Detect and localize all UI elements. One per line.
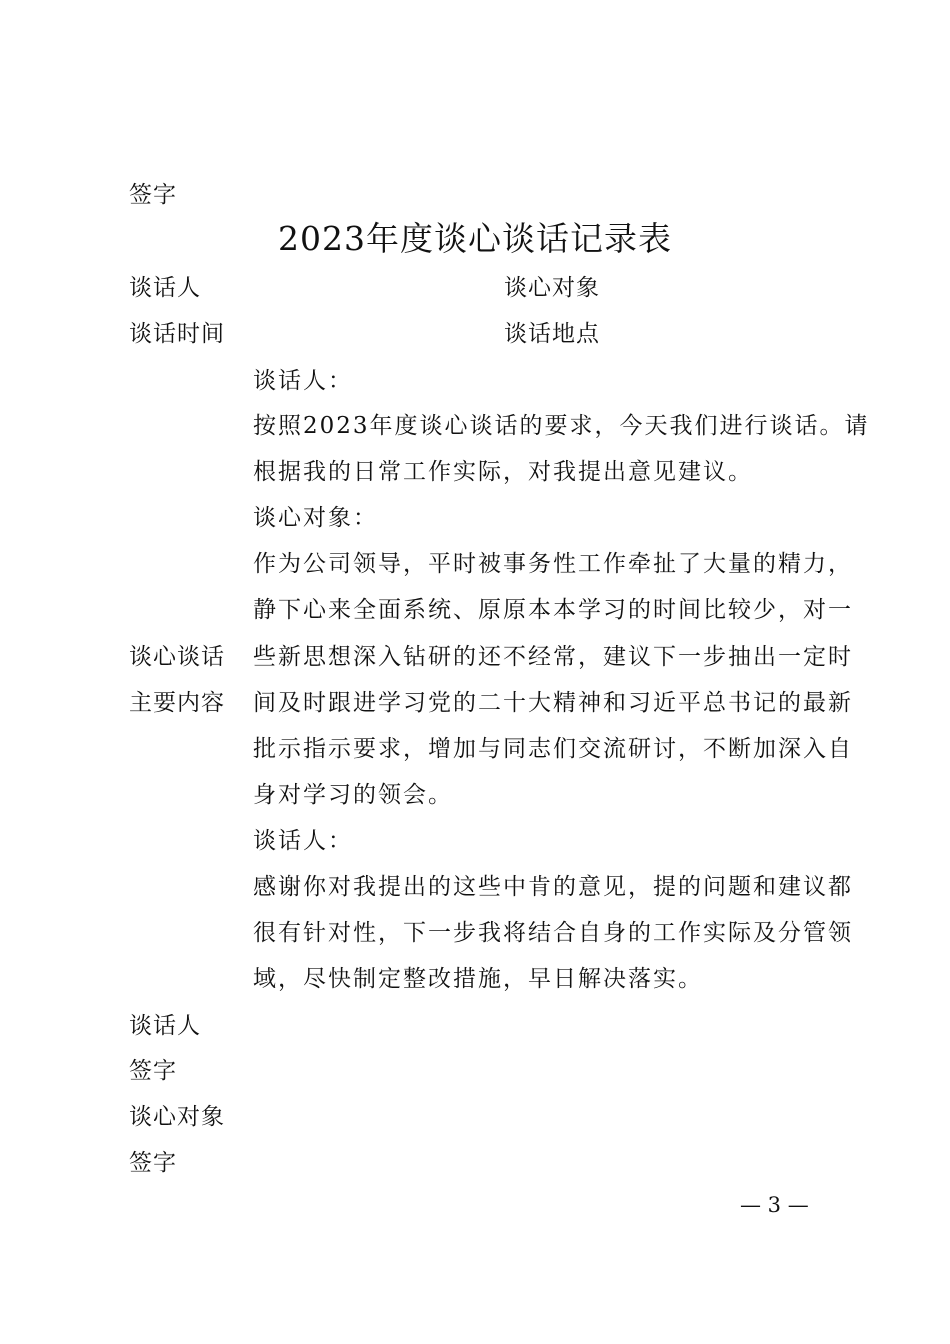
speaker-talker-2: 谈话人：: [253, 828, 353, 854]
speaker-target: 谈心对象：: [253, 505, 378, 531]
speech3-line: 感谢你对我提出的这些中肯的意见，提的问题和建议都: [253, 874, 853, 900]
speech2-line: 身对学习的领会。: [253, 782, 453, 808]
speech3-line: 域，尽快制定整改措施，早日解决落实。: [253, 966, 703, 992]
speech3-line: 很有针对性，下一步我将结合自身的工作实际及分管领: [253, 920, 853, 946]
speech2-line: 静下心来全面系统、原原本本学习的时间比较少，对一: [253, 597, 853, 623]
speech2-line: 作为公司领导，平时被事务性工作牵扯了大量的精力，: [253, 551, 853, 577]
place-label: 谈话地点: [504, 321, 600, 347]
content-label-line2: 主要内容: [129, 690, 225, 716]
content-label-line1: 谈心谈话: [129, 644, 225, 670]
speech2-line: 批示指示要求，增加与同志们交流研讨，不断加深入自: [253, 736, 853, 762]
speech1-line: 按照2023年度谈心谈话的要求，今天我们进行谈话。请: [253, 413, 870, 439]
talker-label: 谈话人: [129, 275, 201, 301]
header-sign-label: 签字: [129, 182, 177, 208]
target-label: 谈心对象: [504, 275, 600, 301]
speech1-line: 根据我的日常工作实际，对我提出意见建议。: [253, 459, 753, 485]
footer-target-label: 谈心对象: [129, 1104, 225, 1130]
speaker-talker-1: 谈话人：: [253, 368, 353, 394]
footer-sign-label-1: 签字: [129, 1058, 177, 1084]
page-title: 2023年度谈心谈话记录表: [278, 219, 672, 258]
page-number: — 3 —: [740, 1193, 809, 1217]
speech2-line: 间及时跟进学习党的二十大精神和习近平总书记的最新: [253, 690, 853, 716]
time-label: 谈话时间: [129, 321, 225, 347]
footer-talker-label: 谈话人: [129, 1013, 201, 1039]
footer-sign-label-2: 签字: [129, 1150, 177, 1176]
speech2-line: 些新思想深入钻研的还不经常，建议下一步抽出一定时: [253, 644, 853, 670]
